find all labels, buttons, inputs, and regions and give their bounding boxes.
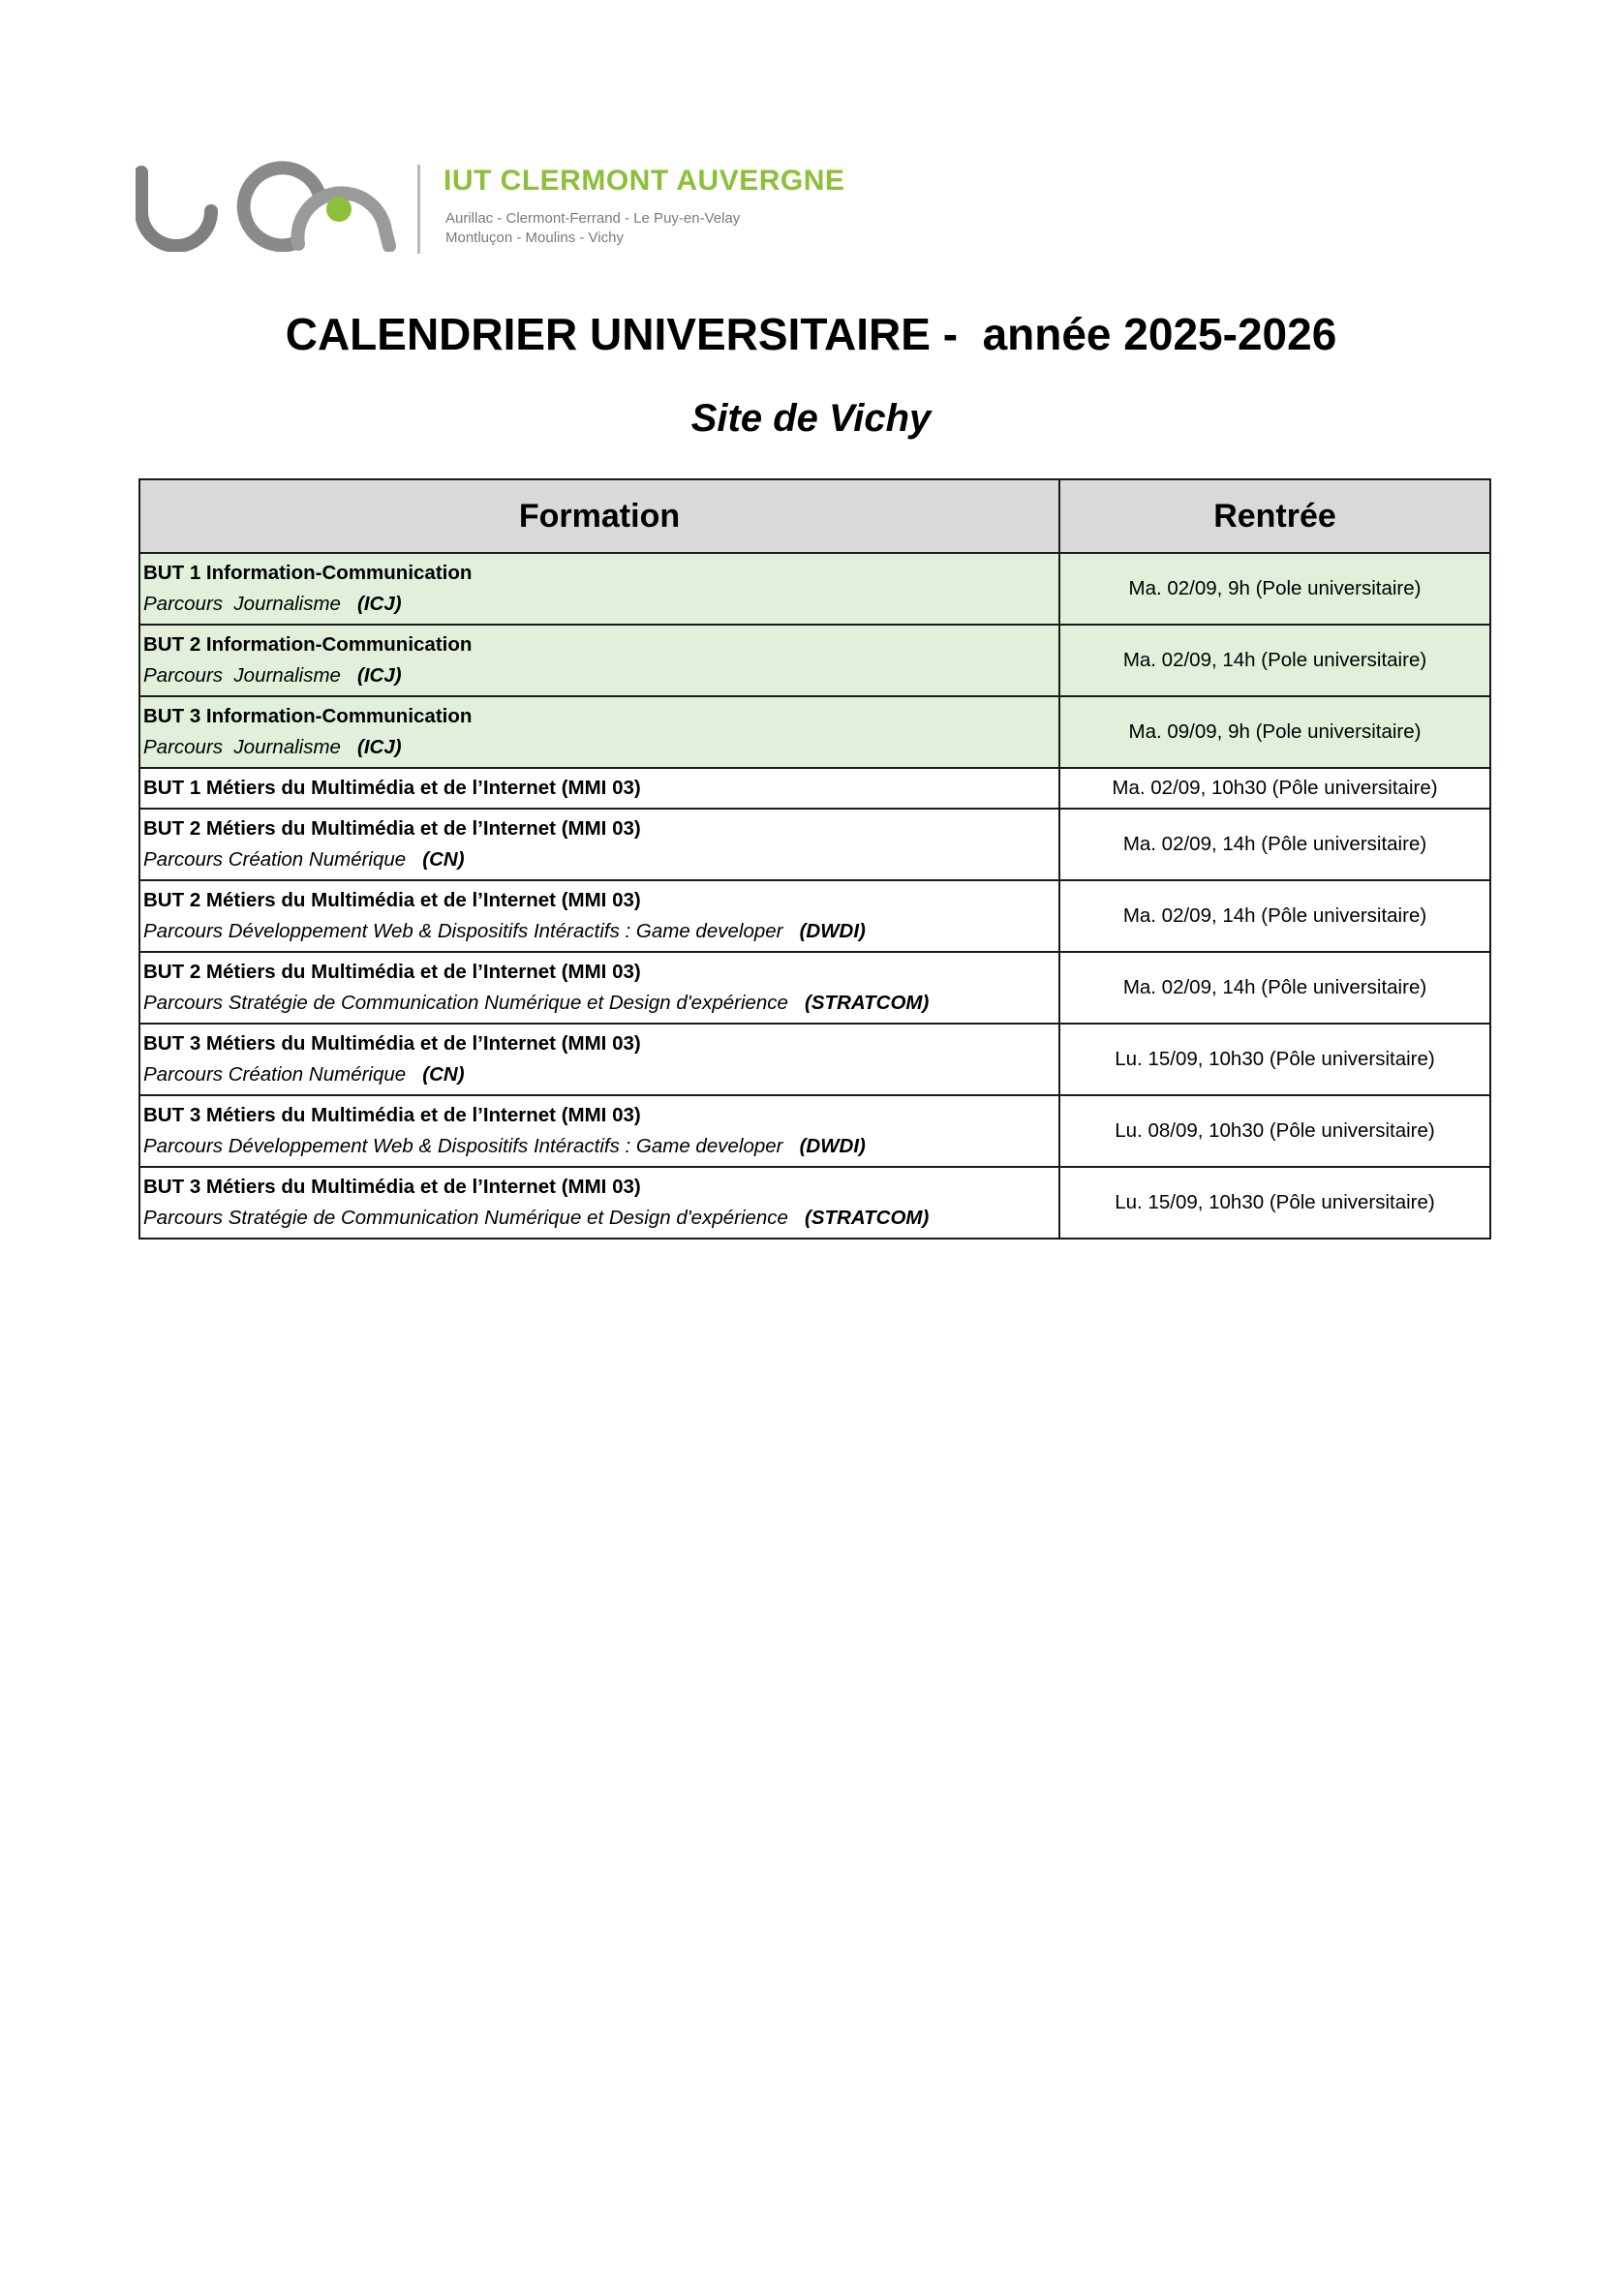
parcours-label: Parcours Journalisme xyxy=(143,736,358,758)
formation-parcours xyxy=(143,844,1056,875)
formation-cell xyxy=(139,952,1059,1024)
uca-logo-mark xyxy=(136,155,397,252)
formation-cell xyxy=(139,768,1059,809)
rentree-cell: Ma. 02/09, 14h (Pole universitaire) xyxy=(1059,625,1490,696)
header-formation: Formation xyxy=(139,479,1059,553)
formation-title: BUT 1 Métiers du Multimédia et de l’Internet (MMI 03) xyxy=(143,777,641,799)
formation-parcours xyxy=(143,1131,1056,1162)
parcours-code: (DWDI) xyxy=(799,920,866,942)
header-rentree: Rentrée xyxy=(1059,479,1490,553)
rentree-cell: Lu. 15/09, 10h30 (Pôle universitaire) xyxy=(1059,1024,1490,1095)
parcours-label: Parcours Journalisme xyxy=(143,593,358,615)
parcours-code: (ICJ) xyxy=(357,664,402,687)
formation-title: BUT 2 Métiers du Multimédia et de l’Internet (MMI 03) xyxy=(143,817,641,840)
parcours-label: Parcours Développement Web & Dispositifs Intéractifs : Game developer xyxy=(143,1135,800,1157)
formation-parcours xyxy=(143,660,1056,691)
formation-cell xyxy=(139,553,1059,625)
formation-title: BUT 3 Métiers du Multimédia et de l’Internet (MMI 03) xyxy=(143,1176,641,1198)
table-row xyxy=(139,553,1490,625)
formation-parcours xyxy=(143,589,1056,620)
formation-cell xyxy=(139,1167,1059,1239)
formation-title: BUT 3 Métiers du Multimédia et de l’Internet (MMI 03) xyxy=(143,1104,641,1126)
formation-title: BUT 1 Information-Communication xyxy=(143,562,473,584)
table-row xyxy=(139,625,1490,696)
rentree-cell: Ma. 02/09, 14h (Pôle universitaire) xyxy=(1059,809,1490,880)
parcours-code: (STRATCOM) xyxy=(805,992,930,1014)
rentree-cell: Ma. 02/09, 14h (Pôle universitaire) xyxy=(1059,952,1490,1024)
sites-line-2: Montluçon - Moulins - Vichy xyxy=(445,230,624,246)
formation-title: BUT 2 Métiers du Multimédia et de l’Internet (MMI 03) xyxy=(143,889,641,911)
table-row xyxy=(139,1095,1490,1167)
logo xyxy=(136,155,872,261)
formation-title: BUT 2 Information-Communication xyxy=(143,633,473,656)
parcours-code: (ICJ) xyxy=(357,593,402,615)
formation-title: BUT 3 Information-Communication xyxy=(143,705,473,727)
logo-separator xyxy=(417,165,420,254)
parcours-code: (STRATCOM) xyxy=(805,1207,930,1229)
parcours-label: Parcours Création Numérique xyxy=(143,1063,423,1086)
rentree-cell: Ma. 02/09, 14h (Pôle universitaire) xyxy=(1059,880,1490,952)
parcours-label: Parcours Stratégie de Communication Numérique et Design d'expérience xyxy=(143,992,806,1014)
formation-cell xyxy=(139,880,1059,952)
rentree-cell: Lu. 15/09, 10h30 (Pôle universitaire) xyxy=(1059,1167,1490,1239)
formation-parcours xyxy=(143,1059,1056,1090)
parcours-label: Parcours Stratégie de Communication Numérique et Design d'expérience xyxy=(143,1207,806,1229)
sites-line-1: Aurillac - Clermont-Ferrand - Le Puy-en-Velay xyxy=(445,210,741,227)
formation-parcours xyxy=(143,732,1056,763)
table-row xyxy=(139,1167,1490,1239)
table-header-row xyxy=(139,479,1490,553)
table-row xyxy=(139,952,1490,1024)
parcours-label: Parcours Journalisme xyxy=(143,664,358,687)
parcours-label: Parcours Création Numérique xyxy=(143,848,423,871)
page-title: CALENDRIER UNIVERSITAIRE - année 2025-2026 xyxy=(285,309,1337,359)
parcours-code: (CN) xyxy=(422,848,465,871)
formation-parcours xyxy=(143,988,1056,1019)
formation-cell xyxy=(139,625,1059,696)
formation-title: BUT 2 Métiers du Multimédia et de l’Internet (MMI 03) xyxy=(143,961,641,983)
institution-name: IUT CLERMONT AUVERGNE xyxy=(444,165,845,197)
page-subtitle: Site de Vichy xyxy=(690,397,932,440)
table-row xyxy=(139,880,1490,952)
table-row xyxy=(139,809,1490,880)
rentree-cell: Lu. 08/09, 10h30 (Pôle universitaire) xyxy=(1059,1095,1490,1167)
rentree-cell: Ma. 02/09, 10h30 (Pôle universitaire) xyxy=(1059,768,1490,809)
parcours-code: (DWDI) xyxy=(799,1135,866,1157)
table-row xyxy=(139,768,1490,809)
table-row xyxy=(139,696,1490,768)
formation-parcours xyxy=(143,916,1056,947)
formation-title: BUT 3 Métiers du Multimédia et de l’Internet (MMI 03) xyxy=(143,1032,641,1055)
parcours-code: (ICJ) xyxy=(357,736,402,758)
parcours-code: (CN) xyxy=(422,1063,465,1086)
formation-parcours xyxy=(143,1203,1056,1234)
parcours-label: Parcours Développement Web & Dispositifs Intéractifs : Game developer xyxy=(143,920,800,942)
formation-cell xyxy=(139,1024,1059,1095)
formation-cell xyxy=(139,809,1059,880)
formation-cell xyxy=(139,696,1059,768)
calendar-table xyxy=(138,478,1491,1240)
rentree-cell: Ma. 02/09, 9h (Pole universitaire) xyxy=(1059,553,1490,625)
table-row xyxy=(139,1024,1490,1095)
rentree-cell: Ma. 09/09, 9h (Pole universitaire) xyxy=(1059,696,1490,768)
institution-sites xyxy=(445,209,740,248)
formation-cell xyxy=(139,1095,1059,1167)
